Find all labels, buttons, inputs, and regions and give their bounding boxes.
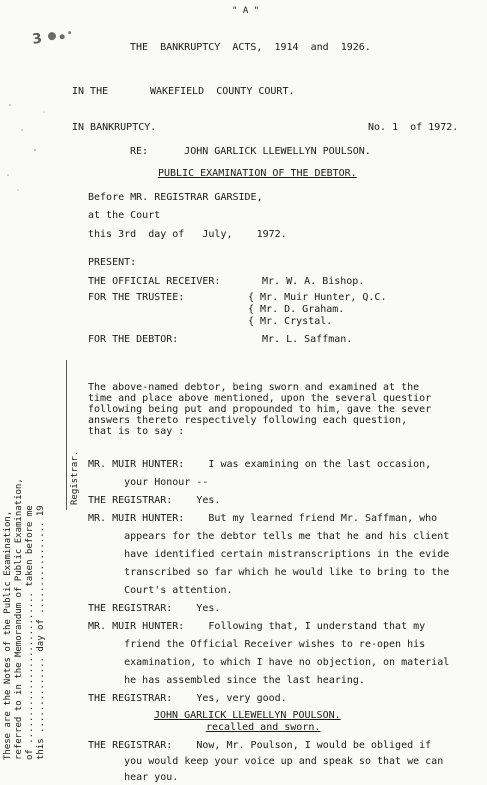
paragraph-line: that is to say : bbox=[88, 426, 185, 437]
margin-note-line-1: These are the Notes of the Public Examination, bbox=[3, 510, 13, 760]
transcript-line: examination, to which I have no objection, on material bbox=[88, 657, 450, 668]
paragraph-line: answers thereto respectively following each question, bbox=[88, 415, 408, 426]
margin-rule bbox=[66, 360, 67, 510]
margin-note-line-3: of ............................ taken before me bbox=[25, 505, 35, 760]
present-heading: PRESENT: bbox=[88, 257, 137, 268]
case-number: No. 1 of 1972. bbox=[368, 122, 459, 133]
transcript-line: MR. MUIR HUNTER: I was examining on the last occasion, bbox=[88, 459, 432, 470]
court-prefix: IN THE bbox=[72, 86, 109, 97]
court-name: WAKEFIELD COUNTY COURT. bbox=[150, 86, 295, 97]
seal-stamp-icon bbox=[29, 23, 77, 49]
transcript-line: your Honour -- bbox=[88, 477, 209, 488]
transcript-line: THE REGISTRAR: Yes. bbox=[88, 495, 221, 506]
in-bankruptcy: IN BANKRUPTCY. bbox=[72, 122, 157, 133]
present-role-trustee: FOR THE TRUSTEE: bbox=[88, 292, 185, 303]
at-court: at the Court bbox=[88, 210, 161, 221]
paragraph-line: following being put and propounded to him, gave the sever bbox=[88, 404, 432, 415]
re-line: RE: JOHN GARLICK LLEWELLYN POULSON. bbox=[130, 146, 371, 157]
transcript-line: THE REGISTRAR: Yes, very good. bbox=[88, 693, 287, 704]
present-name-receiver: Mr. W. A. Bishop. bbox=[262, 276, 365, 287]
header-mark: " A " bbox=[232, 6, 260, 16]
paragraph-line: The above-named debtor, being sworn and examined at the bbox=[88, 382, 420, 393]
hearing-date: this 3rd day of July, 1972. bbox=[88, 229, 287, 240]
transcript-line: hear you. bbox=[88, 772, 179, 783]
transcript-line: appears for the debtor tells me that he and his client bbox=[88, 531, 450, 542]
acts-heading: THE BANKRUPTCY ACTS, 1914 and 1926. bbox=[130, 42, 371, 53]
present-name-debtor: Mr. L. Saffman. bbox=[262, 334, 353, 345]
transcript-line: MR. MUIR HUNTER: But my learned friend Mr. Saffman, who bbox=[88, 513, 438, 524]
margin-registrar-label: Registrar. bbox=[70, 450, 80, 505]
scan-speckle bbox=[0, 90, 60, 200]
paragraph-line: time and place above mentioned, upon the several questior bbox=[88, 393, 432, 404]
present-name-trustee: { Mr. Muir Hunter, Q.C. { Mr. D. Graham. { Mr. Crystal. bbox=[248, 292, 387, 327]
transcript-line: you would keep your voice up and speak so that we can bbox=[88, 756, 444, 767]
present-role-receiver: THE OFFICIAL RECEIVER: bbox=[88, 276, 221, 287]
transcript-line: friend the Official Receiver wishes to re-open his bbox=[88, 639, 426, 650]
transcript-line: he has assembled since the last hearing. bbox=[88, 675, 365, 686]
transcript-line: have identified certain mistranscriptions in the evide bbox=[88, 549, 450, 560]
present-role-debtor: FOR THE DEBTOR: bbox=[88, 334, 179, 345]
transcript-line: THE REGISTRAR: Now, Mr. Poulson, I would be obliged if bbox=[88, 740, 432, 751]
margin-note-line-4: this .............. day of ................. 19 bbox=[36, 505, 46, 760]
before-registrar: Before MR. REGISTRAR GARSIDE, bbox=[88, 192, 263, 203]
transcript-line: Court's attention. bbox=[88, 585, 233, 596]
witness-status: recalled and sworn. bbox=[206, 722, 321, 733]
transcript-line: transcribed so far which he would like to bring to the bbox=[88, 567, 450, 578]
witness-name: JOHN GARLICK LLEWELLYN POULSON. bbox=[154, 710, 341, 721]
transcript-line: MR. MUIR HUNTER: Following that, I understand that my bbox=[88, 621, 426, 632]
svg-text:3: 3 bbox=[31, 30, 44, 48]
margin-note-line-2: referred to in the Memorandum of Public Examination, bbox=[14, 478, 24, 760]
page-title: PUBLIC EXAMINATION OF THE DEBTOR. bbox=[158, 168, 357, 179]
transcript-line: THE REGISTRAR: Yes. bbox=[88, 603, 221, 614]
